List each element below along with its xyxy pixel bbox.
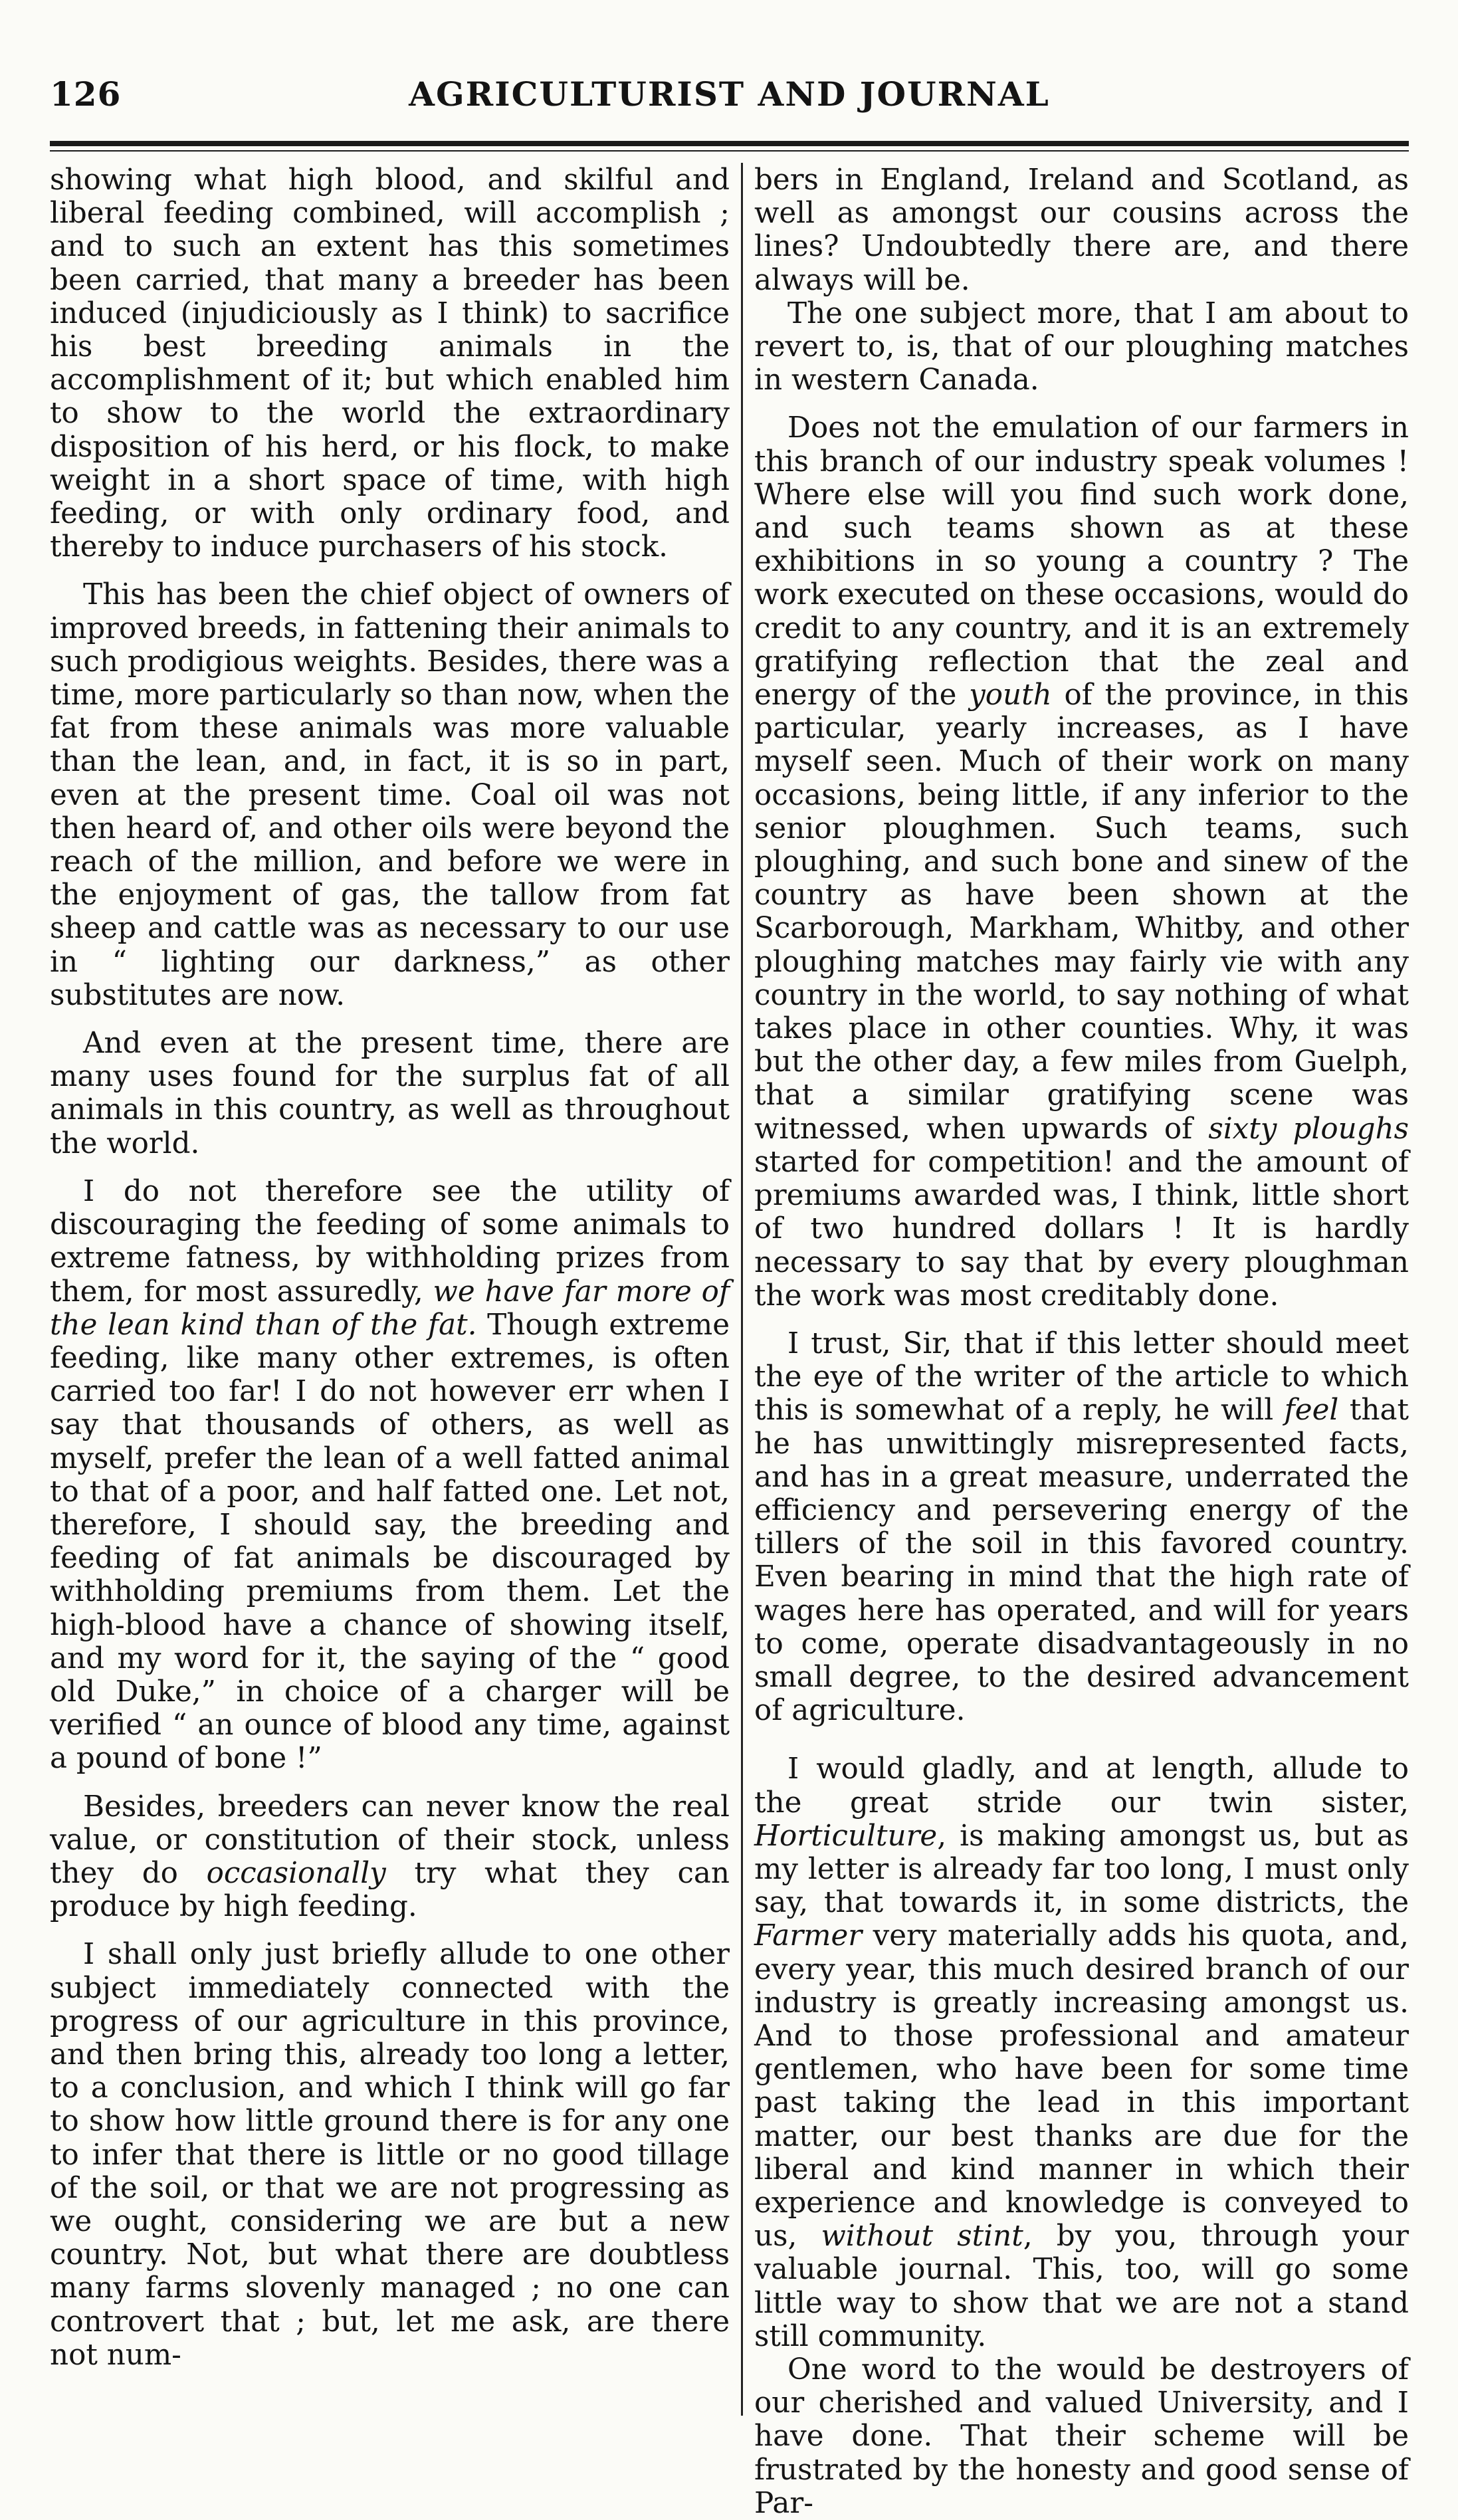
text-run: I would gladly, and at length, allude to the great stride our twin sister, xyxy=(754,1752,1409,1820)
paragraph: The one subject more, that I am about to revert to, is, that of our ploughing matches in western Canada. xyxy=(754,296,1409,397)
column-divider xyxy=(741,163,743,2416)
left-column xyxy=(50,163,730,2423)
text-run: very materially adds his quota, and, every year, this much desired branch of our industry is greatly increasing amongst us. And to those professional and amateur gentlemen, who have been for some time past taking the lead in this important matter, our best thanks are due for the liberal and kind manner in which their experience and knowledge is conveyed to us, xyxy=(754,1919,1409,2254)
paragraph: I shall only just briefly allude to one other subject immediately connected with the progress of our agriculture in this province, and then bring this, already too long a letter, to a conclusion, and which I think will go far to show how little ground there is for any one to infer that there is little or no good tillage of the soil, or that we are not progressing as we ought, considering we are but a new country. Not, but what there are doubtless many farms slovenly managed ; no one can controvert that ; but, let me ask, are there not num- xyxy=(50,1938,730,2372)
italic-text: youth xyxy=(969,679,1052,712)
right-column xyxy=(754,163,1409,2520)
header-rule xyxy=(50,141,1409,146)
italic-text: Farmer xyxy=(754,1919,863,1953)
paragraph xyxy=(50,1175,730,1776)
paragraph xyxy=(754,1752,1409,2353)
page-number: 126 xyxy=(50,74,122,114)
text-run: , by you, through your valuable journal. This, too, will go some little way to show that we are not a stand still community. xyxy=(754,2220,1409,2353)
text-run: I do not therefore see the utility of discouraging the feeding of some animals to extreme fatness, by withholding prizes from them, for most assuredly, xyxy=(50,1174,730,1309)
paragraph: This has been the chief object of owners of improved breeds, in fattening their animals to such prodigious weights. Besides, there was a time, more particularly so than now, when the fat from these animals was more valuable than the lean, and, in fact, it is so in part, even at the present time. Coal oil was not then heard of, and other oils were beyond the reach of the million, and before we were in the enjoyment of gas, the tallow from fat sheep and cattle was as necessary to our use in “ lighting our darkness,” as other substitutes are now. xyxy=(50,578,730,1012)
italic-text: sixty ploughs xyxy=(1208,1112,1409,1146)
text-run: , is making amongst us, but as my letter is already far too long, I must only say, that towards it, in some districts, the xyxy=(754,1819,1409,1920)
text-run: Though extreme feeding, like many other extremes, is often carried too far! I do not however err when I say that thousands of others, as well as myself, prefer the lean of a well fatted animal to that of a poor, and half fatted one. Let not, therefore, I should say, the breeding and feeding of fat animals be discouraged by withholding premiums from them. Let the high-blood have a chance of showing itself, and my word for it, the saying of the “ good old Duke,” in choice of a charger will be verified “ an ounce of blood any time, against a pound of bone !” xyxy=(50,1308,730,1776)
italic-text: we have far more of the lean kind than of the fat. xyxy=(50,1275,730,1342)
paragraph xyxy=(754,411,1409,1312)
paragraph xyxy=(50,1790,730,1924)
running-title: AGRICULTURIST AND JOURNAL xyxy=(409,74,1050,114)
paragraph: One word to the would be destroyers of our cherished and valued University, and I have done. That their scheme will be frustrated by the honesty and good sense of Par- xyxy=(754,2353,1409,2520)
header-rule-thin xyxy=(50,150,1409,152)
text-run: I trust, Sir, that if this letter should meet the eye of the writer of the article to which this is somewhat of a reply, he will xyxy=(754,1326,1409,1427)
text-run: Does not the emulation of our farmers in this branch of our industry speak volumes ! Where else will you find such work done, and such teams shown as at these exhibitions in so young a country ? The work executed on these occasions, would do credit to any country, and it is an extremely gratifying reflection that the zeal and energy of the xyxy=(754,411,1409,712)
paragraph xyxy=(754,1327,1409,1727)
paragraph: bers in England, Ireland and Scotland, as well as amongst our cousins across the lines? Undoubtedly there are, and there always will be. xyxy=(754,163,1409,297)
paragraph: And even at the present time, there are many uses found for the surplus fat of all animals in this country, as well as throughout the world. xyxy=(50,1027,730,1160)
paragraph: showing what high blood, and skilful and liberal feeding combined, will accomplish ; and to such an extent has this sometimes been carried, that many a breeder has been induced (injudiciously as I think) to sacrifice his best breeding animals in the accomplishment of it; but which enabled him to show to the world the extraordinary disposition of his herd, or his flock, to make weight in a short space of time, with high feeding, or with only ordinary food, and thereby to induce purchasers of his stock. xyxy=(50,163,730,564)
italic-text: Horticulture xyxy=(754,1819,938,1853)
text-run: try what they can produce by high feeding. xyxy=(50,1856,730,1924)
italic-text: without stint xyxy=(821,2220,1023,2254)
italic-text: occasionally xyxy=(206,1856,386,1890)
text-run: Besides, breeders can never know the real value, or constitution of their stock, unless they do xyxy=(50,1790,730,1890)
text-run: of the province, in this particular, yearly increases, as I have myself seen. Much of their work on many occasions, being little, if any inferior to the senior ploughmen. Such teams, such ploughing, and such bone and sinew of the country as have been shown at the Scarborough, Markham, Whitby, and other ploughing matches may fairly vie with any country in the world, to say nothing of what takes place in other counties. Why, it was but the other day, a few miles from Guelph, that a similar gratifying scene was witnessed, when upwards of xyxy=(754,679,1409,1146)
text-run: started for competition! and the amount of premiums awarded was, I think, little short of two hundred dollars ! It is hardly necessary to say that by every ploughman the work was most creditably done. xyxy=(754,1145,1409,1312)
page-header xyxy=(50,74,1409,128)
text-run: that he has unwittingly misrepresented facts, and has in a great measure, underrated the efficiency and persevering energy of the tillers of the soil in this favored country. Even bearing in mind that the high rate of wages here has operated, and will for years to come, operate disadvantageously in no small degree, to the desired advancement of agriculture. xyxy=(754,1394,1409,1728)
italic-text: feel xyxy=(1284,1394,1339,1427)
